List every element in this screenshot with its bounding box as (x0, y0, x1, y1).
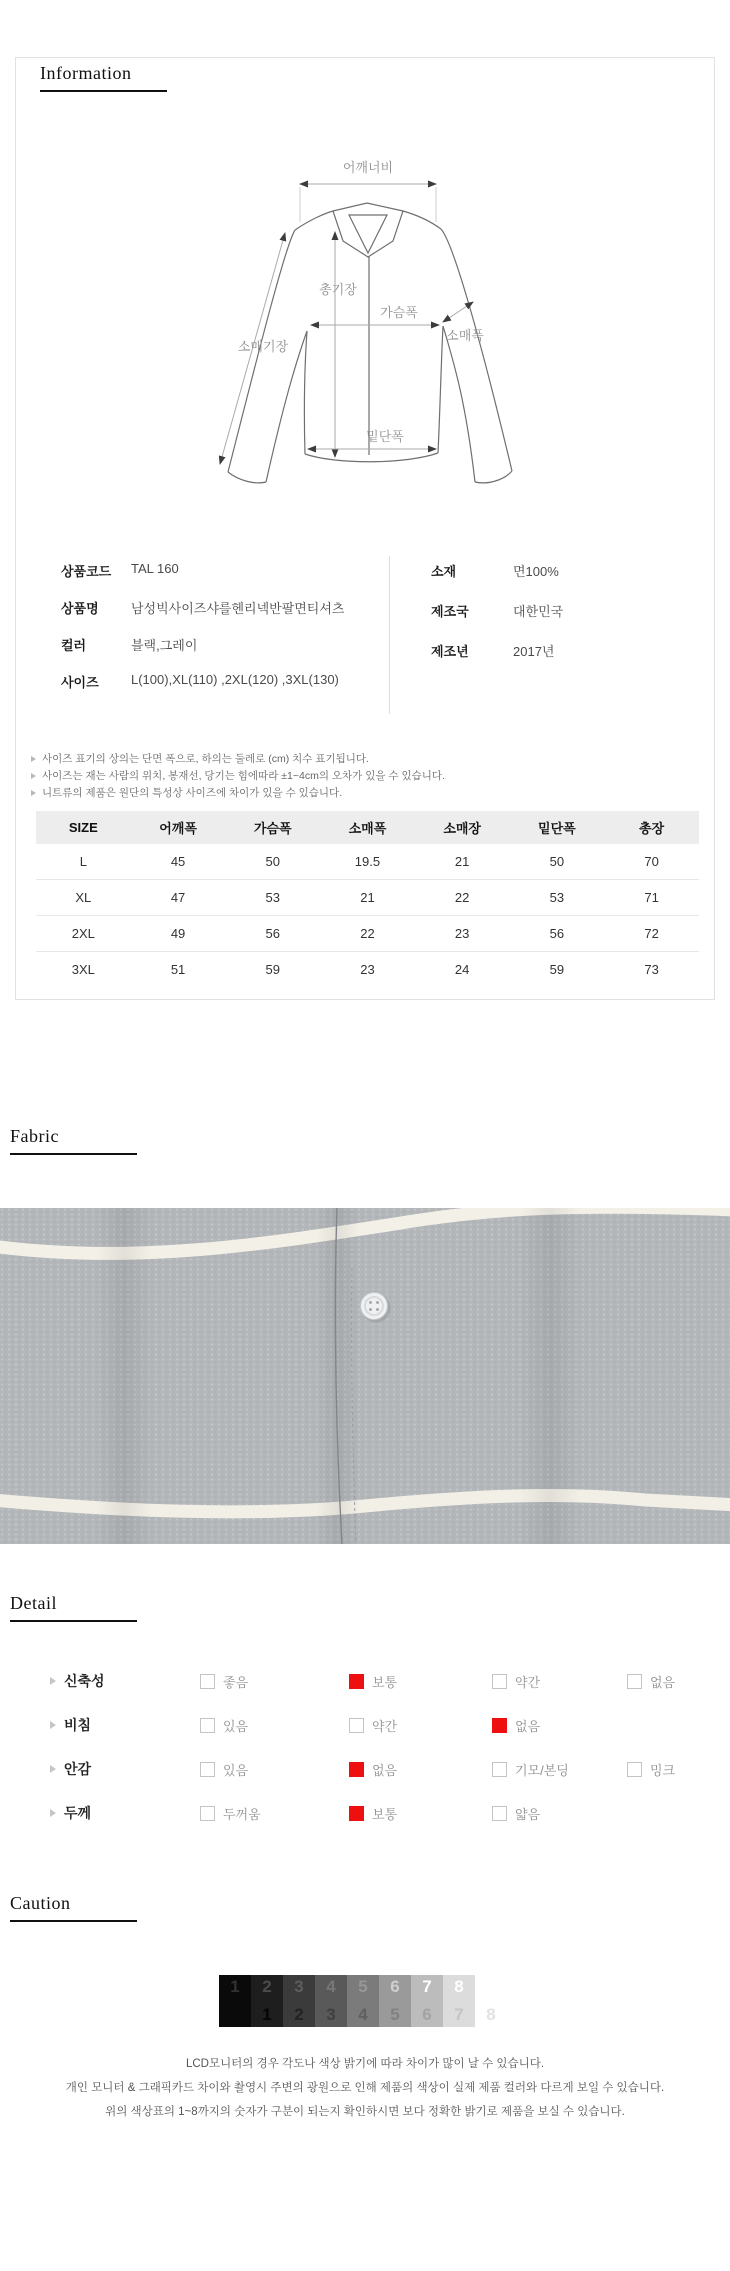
size-table-row (36, 844, 699, 880)
checkbox-icon (349, 1806, 364, 1821)
caution-section-header (10, 1893, 137, 1922)
sleeve-length-label: 소매기장 (237, 339, 289, 354)
fabric-title: Fabric (10, 1126, 59, 1146)
shirt-measurement-diagram (135, 104, 595, 494)
detail-row (0, 1760, 730, 1778)
size-cell: 53 (510, 880, 605, 916)
detail-option (349, 1760, 397, 1779)
product-info-value: 면100% (513, 564, 559, 579)
option-label: 약간 (372, 1718, 398, 1734)
product-info-label: 상품코드 (61, 564, 112, 579)
detail-option (349, 1716, 397, 1735)
detail-arrow-icon (50, 1765, 56, 1773)
detail-row-label: 두께 (64, 1805, 92, 1821)
size-table-header: 밑단폭 (510, 811, 605, 844)
size-cell: 2XL (36, 916, 131, 952)
size-table (36, 811, 699, 987)
detail-arrow-icon (50, 1809, 56, 1817)
size-cell: 50 (225, 844, 320, 880)
detail-row (0, 1672, 730, 1690)
option-label: 기모/본딩 (515, 1762, 569, 1778)
cell-number: 4 (358, 2005, 368, 2024)
size-cell: 72 (604, 916, 699, 952)
cell-number: 4 (326, 1977, 336, 1996)
size-table-header: 소매장 (415, 811, 510, 844)
product-info-divider (389, 556, 390, 714)
hem-width-label: 밑단폭 (366, 429, 404, 444)
size-table-header: SIZE (36, 811, 131, 844)
size-cell: L (36, 844, 131, 880)
detail-option (349, 1804, 397, 1823)
option-label: 좋음 (223, 1674, 249, 1690)
option-label: 없음 (515, 1718, 541, 1734)
size-cell: 49 (131, 916, 226, 952)
checkbox-icon (200, 1762, 215, 1777)
cell-number: 3 (326, 2005, 336, 2024)
checkbox-icon (200, 1718, 215, 1733)
product-info-label: 제조국 (431, 604, 469, 619)
detail-row (0, 1716, 730, 1734)
gray-cell (347, 1975, 379, 2027)
cell-number: 8 (454, 1977, 464, 1996)
cell-number: 8 (486, 2005, 496, 2024)
detail-option (492, 1716, 540, 1735)
chest-width-label: 가슴폭 (380, 305, 418, 320)
size-cell: 56 (510, 916, 605, 952)
size-table-row (36, 916, 699, 952)
product-info-label: 제조년 (431, 644, 469, 659)
detail-option (627, 1760, 675, 1779)
product-info-value: 블랙,그레이 (131, 638, 198, 653)
cell-number: 6 (390, 1977, 400, 1996)
cell-number: 1 (230, 1977, 240, 1996)
size-cell: 50 (510, 844, 605, 880)
size-cell: 51 (170, 962, 186, 977)
checkbox-icon (492, 1806, 507, 1821)
information-section-header (40, 63, 167, 92)
note-text: 니트류의 제품은 원단의 특성상 사이즈에 차이가 있을 수 있습니다. (42, 787, 343, 799)
product-info-value: L(100),XL(110) ,2XL(120) ,3XL(130) (131, 672, 339, 687)
product-info-label: 사이즈 (61, 675, 99, 690)
fabric-section-header (10, 1126, 137, 1155)
detail-row-label: 비침 (64, 1717, 92, 1733)
gray-cell (283, 1975, 315, 2027)
detail-option (200, 1716, 248, 1735)
size-cell: 22 (415, 880, 510, 916)
option-label: 있음 (223, 1762, 249, 1778)
shoulder-width-label: 어깨너비 (342, 160, 394, 175)
detail-row (0, 1804, 730, 1822)
size-cell: 23 (360, 962, 375, 977)
note-arrow-icon (31, 773, 36, 779)
size-cell: 70 (604, 844, 699, 880)
cell-number: 6 (422, 2005, 432, 2024)
detail-option (200, 1672, 248, 1691)
product-info-value: 남성빅사이즈샤를헨리넥반팔면티셔츠 (131, 601, 345, 616)
cell-number: 7 (454, 2005, 464, 2024)
total-length-label: 총기장 (319, 282, 357, 297)
cell-number: 1 (262, 2005, 272, 2024)
size-cell: 47 (131, 880, 226, 916)
detail-title: Detail (10, 1593, 57, 1613)
detail-option (200, 1804, 261, 1823)
gray-cell (251, 1975, 283, 2027)
size-cell: 21 (320, 880, 415, 916)
size-table-header: 소매폭 (320, 811, 415, 844)
checkbox-icon (492, 1674, 507, 1689)
option-label: 없음 (650, 1674, 676, 1690)
cell-number: 2 (294, 2005, 304, 2024)
option-label: 보통 (372, 1806, 398, 1822)
detail-option (200, 1760, 248, 1779)
cell-number: 7 (422, 1977, 432, 1996)
detail-option (627, 1672, 675, 1691)
checkbox-icon (349, 1762, 364, 1777)
cell-number: 3 (294, 1977, 304, 1996)
size-cell: 59 (265, 962, 280, 977)
cell-number: 5 (390, 2005, 400, 2024)
size-cell: 45 (131, 844, 226, 880)
cell-number: 5 (358, 1977, 368, 1996)
option-label: 있음 (223, 1718, 249, 1734)
detail-option (492, 1760, 569, 1779)
size-cell: 21 (415, 844, 510, 880)
gray-cell (315, 1975, 347, 2027)
note-text: 사이즈는 재는 사람의 위치, 봉재선, 당기는 힘에따라 ±1~4cm의 오차가 있을 수 있습니다. (42, 770, 445, 782)
size-cell: 53 (225, 880, 320, 916)
detail-title-underline (10, 1620, 137, 1622)
product-info-value: TAL 160 (131, 561, 179, 576)
fabric-title-underline (10, 1153, 137, 1155)
note-line (31, 751, 369, 766)
size-table-row (36, 880, 699, 916)
detail-option (349, 1672, 397, 1691)
size-cell: 19.5 (320, 844, 415, 880)
gray-cell (379, 1975, 411, 2027)
detail-arrow-icon (50, 1677, 56, 1685)
information-title: Information (40, 63, 132, 83)
size-cell: 73 (644, 962, 659, 977)
note-text: 사이즈 표기의 상의는 단면 폭으로, 하의는 둘레로 (cm) 치수 표기됩니다. (42, 753, 369, 765)
measurement-labels (238, 160, 484, 444)
product-info-label: 컬러 (61, 638, 87, 653)
checkbox-icon (627, 1674, 642, 1689)
option-label: 약간 (515, 1674, 541, 1690)
gray-cell (219, 1975, 251, 2027)
size-table-row (36, 952, 699, 988)
checkbox-icon (492, 1762, 507, 1777)
measurement-lines (220, 184, 473, 464)
gray-cell (475, 1975, 507, 2027)
size-cell: 24 (454, 962, 470, 977)
information-box (15, 57, 715, 1000)
size-cell: 71 (604, 880, 699, 916)
checkbox-icon (200, 1806, 215, 1821)
product-info-label: 상품명 (61, 601, 99, 616)
caution-text-line: LCD모니터의 경우 각도나 색상 밝기에 따라 차이가 많이 날 수 있습니다. (185, 2058, 545, 2070)
detail-option (492, 1672, 540, 1691)
note-line (31, 785, 342, 800)
gray-cell (443, 1975, 475, 2027)
gray-cell (411, 1975, 443, 2027)
product-info-value: 대한민국 (513, 604, 564, 619)
size-table-header-row (36, 811, 699, 844)
size-cell: XL (36, 880, 131, 916)
size-table-header: 가슴폭 (225, 811, 320, 844)
checkbox-icon (492, 1718, 507, 1733)
detail-row-label: 안감 (64, 1761, 92, 1777)
grayscale-calibration-strip (219, 1975, 507, 2027)
note-arrow-icon (31, 756, 36, 762)
option-label: 밍크 (650, 1762, 676, 1778)
information-title-underline (40, 90, 167, 92)
note-line (31, 768, 445, 783)
option-label: 두꺼움 (223, 1806, 261, 1822)
checkbox-icon (349, 1718, 364, 1733)
caution-text-line: 개인 모니터 & 그래픽카드 차이와 촬영시 주변의 광원으로 인해 제품의 색상이 실제 제품 컬러와 다르게 보일 수 있습니다. (65, 2082, 665, 2094)
detail-row-label: 신축성 (64, 1673, 105, 1689)
size-cell: 3XL (71, 962, 95, 977)
checkbox-icon (349, 1674, 364, 1689)
detail-option (492, 1804, 540, 1823)
sleeve-width-label: 소매폭 (446, 328, 484, 343)
detail-section-header (10, 1593, 137, 1622)
detail-arrow-icon (50, 1721, 56, 1729)
size-cell: 59 (549, 962, 565, 977)
size-table-header: 어깨폭 (131, 811, 226, 844)
size-cell: 23 (415, 916, 510, 952)
caution-title-underline (10, 1920, 137, 1922)
cell-number: 2 (262, 1977, 272, 1996)
option-label: 없음 (372, 1762, 398, 1778)
option-label: 얇음 (515, 1806, 541, 1822)
option-label: 보통 (372, 1674, 398, 1690)
size-table-header: 총장 (604, 811, 699, 844)
caution-text-line: 위의 색상표의 1~8까지의 숫자가 구분이 되는지 확인하시면 보다 정확한 밝기로 제품을 보실 수 있습니다. (105, 2106, 625, 2118)
size-cell: 22 (320, 916, 415, 952)
product-info-label: 소재 (431, 564, 457, 579)
checkbox-icon (200, 1674, 215, 1689)
product-info-value: 2017년 (513, 644, 555, 659)
note-arrow-icon (31, 790, 36, 796)
caution-title: Caution (10, 1893, 71, 1913)
size-cell: 56 (225, 916, 320, 952)
checkbox-icon (627, 1762, 642, 1777)
fabric-photo (0, 1208, 730, 1544)
